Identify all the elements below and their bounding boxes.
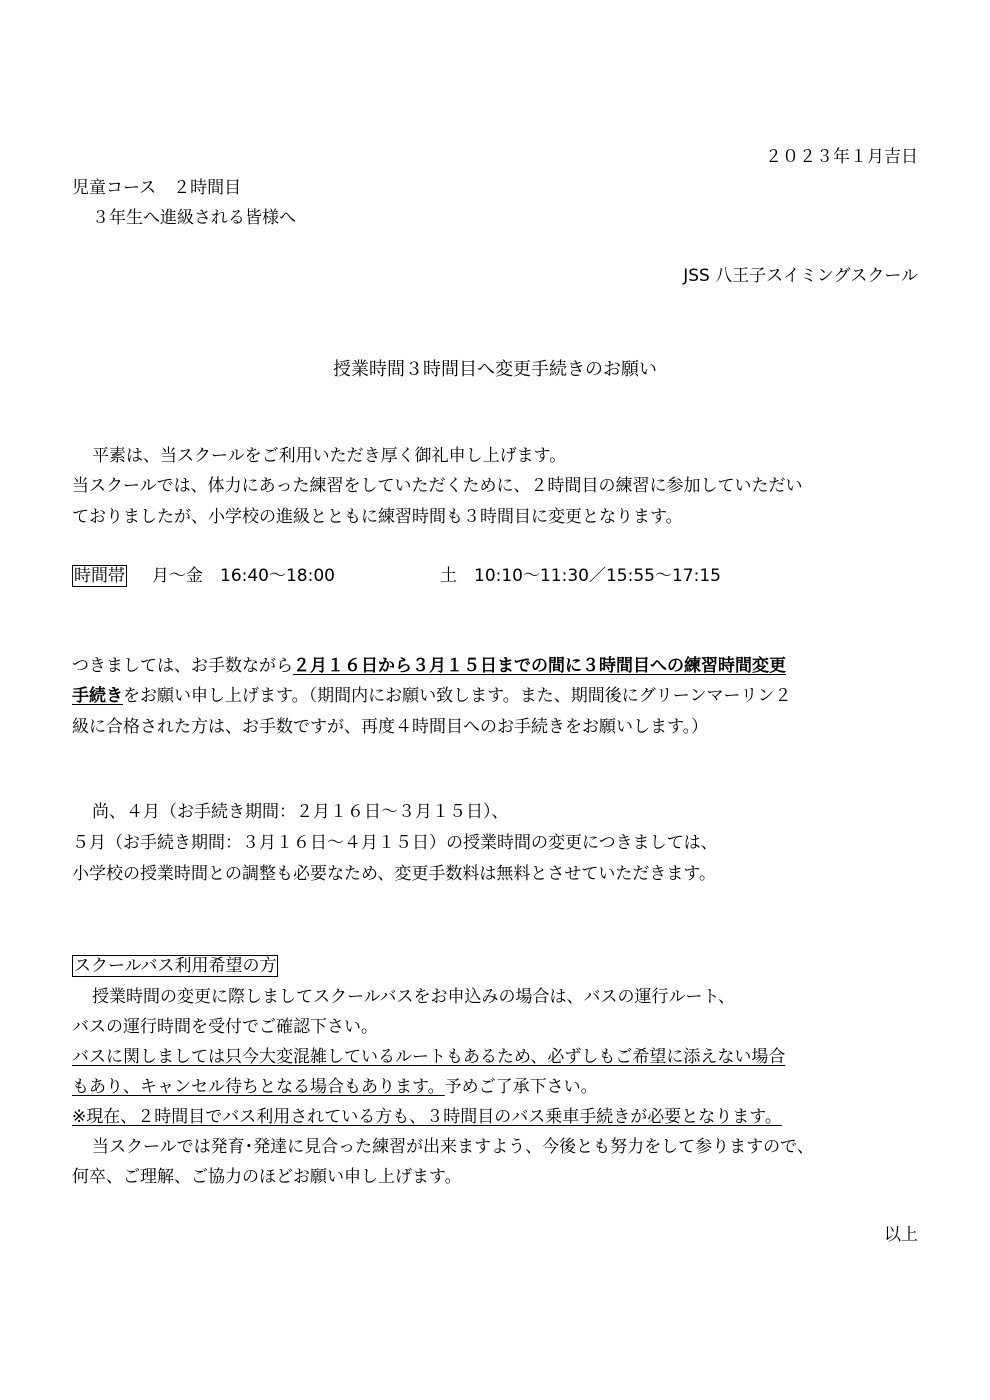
bus-line-1: 授業時間の変更に際しましてスクールバスをお申込みの場合は、バスの運行ルート、: [92, 987, 735, 1007]
bus-warning-line-1: バスに関しましては只今大変混雑しているルートもあるため、必ずしもご希望に添えない場合: [72, 1047, 786, 1067]
procedure-emphasis-continued: 手続き: [72, 686, 123, 706]
bus-line-3: [72, 1045, 785, 1069]
closing-line-1: 当スクールでは発育･発達に見合った練習が出来ますよう、今後とも努力をして参りますので、: [92, 1137, 814, 1157]
document-title: 授業時間３時間目へ変更手続きのお願い: [333, 359, 657, 380]
fee-note-line-3: 小学校の授業時間との調整も必要なため、変更手数料は無料とさせていただきます。: [72, 864, 716, 884]
fee-note-line-1: 尚、４月（お手続き期間：２月１６日～３月１５日）、: [92, 802, 509, 822]
intro-line-1: 平素は、当スクールをご利用いただき厚く御礼申し上げます。: [92, 446, 567, 466]
bus-notice: ※現在、２時間目でバス利用されている方も、３時間目のバス乗車手続きが必要となります。: [72, 1107, 782, 1127]
fee-note-line-2: ５月（お手続き期間：３月１６日～４月１５日）の授業時間の変更につきましては、: [72, 833, 718, 853]
procedure-line-2-suffix: をお願い申し上げます。（期間内にお願い致します。また、期間後にグリーンマーリン２: [123, 686, 792, 706]
bus-line-4: [72, 1075, 598, 1099]
procedure-line-3: 級に合格された方は、お手数ですが、再度４時間目へのお手続きをお願いします。）: [72, 717, 709, 737]
schedule-row: [72, 564, 127, 588]
sender-name: JSS 八王子スイミングスクール: [683, 266, 918, 286]
closing-end-mark: 以上: [884, 1225, 918, 1245]
bus-line-5: [72, 1105, 782, 1129]
bus-heading: スクールバス利用希望の方: [74, 956, 277, 976]
document-date: ２０２３年１月吉日: [765, 147, 918, 167]
procedure-deadline-emphasis: ２月１６日から３月１５日までの間に３時間目への練習時間変更: [293, 656, 786, 676]
schedule-weekday: 月～金 16:40～18:00: [152, 566, 335, 586]
bus-heading-row: [72, 954, 278, 978]
closing-line-2: 何卒、ご理解、ご協力のほどお願い申し上げます。: [72, 1167, 462, 1187]
bus-line-2: バスの運行時間を受付でご確認下さい。: [72, 1017, 378, 1037]
recipient-line-1: 児童コース ２時間目: [72, 178, 242, 198]
schedule-label: 時間帯: [74, 566, 125, 586]
procedure-line-1-prefix: つきましては、お手数ながら: [72, 656, 293, 676]
bus-line-4-suffix: 予めご了承下さい。: [444, 1077, 598, 1097]
procedure-line-2: [72, 684, 791, 708]
intro-line-3: ておりましたが、小学校の進級とともに練習時間も３時間目に変更となります。: [72, 507, 683, 527]
schedule-saturday: 土 10:10～11:30／15:55～17:15: [440, 566, 721, 586]
intro-line-2: 当スクールでは、体力にあった練習をしていただくために、２時間目の練習に参加していただい: [72, 476, 803, 496]
recipient-line-2: ３年生へ進級される皆様へ: [92, 208, 296, 228]
procedure-line-1: [72, 654, 786, 678]
bus-warning-line-2: もあり、キャンセル待ちとなる場合もあります。: [72, 1077, 445, 1097]
